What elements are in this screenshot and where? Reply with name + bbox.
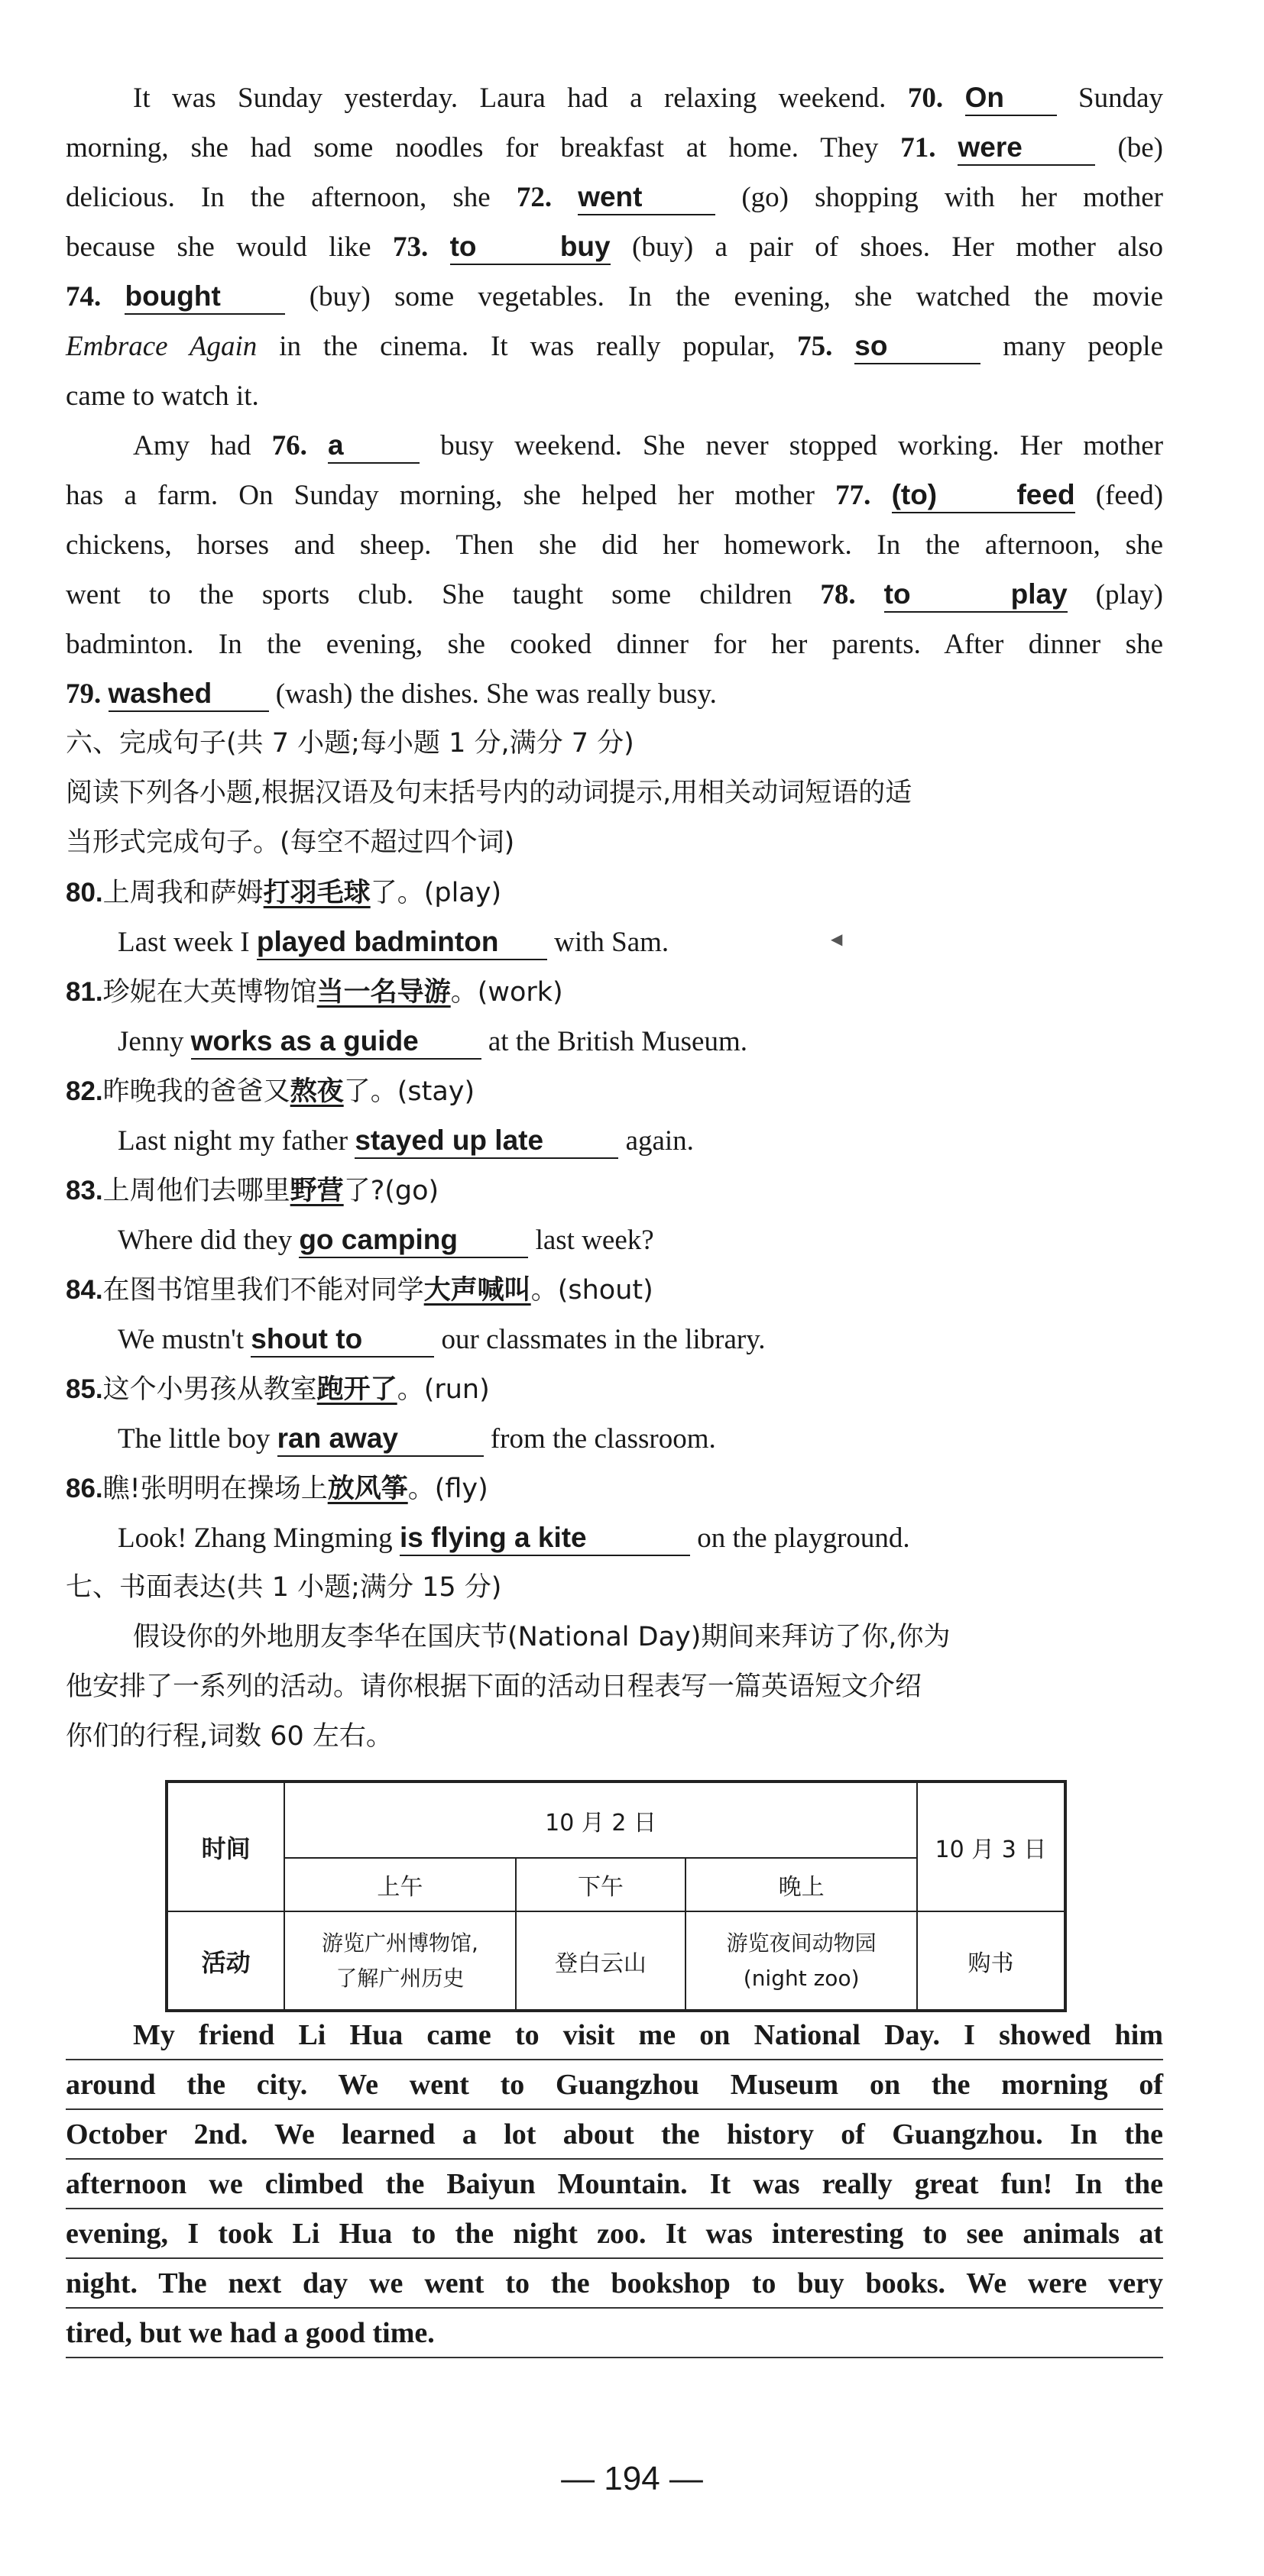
hint-72: (go) xyxy=(741,182,789,213)
cell-oct2: 10 月 2 日 xyxy=(284,1782,917,1858)
hint-73: (buy) xyxy=(632,231,694,263)
text: because she would like xyxy=(66,231,371,263)
text: the dishes. She was really busy. xyxy=(359,678,717,710)
sentence-items xyxy=(66,868,1163,1563)
question-number-83: 83. xyxy=(66,1176,103,1205)
text: 游览广州博物馆, xyxy=(321,1930,478,1956)
answer-75: so xyxy=(854,329,980,364)
text: many people xyxy=(1003,331,1164,362)
text: badminton. In the evening, she cooked dinner for her parents. After dinner she xyxy=(66,629,1163,660)
underlined-text: 熬夜 xyxy=(290,1076,344,1107)
stray-mark: ◀ xyxy=(831,931,843,948)
item-84-chinese xyxy=(66,1265,1163,1315)
underlined-text: 跑开了 xyxy=(316,1374,397,1405)
answer-70: On xyxy=(965,81,1057,116)
section-7-prompt-2: 他安排了一系列的活动。请你根据下面的活动日程表写一篇英语短文介绍 xyxy=(66,1671,922,1702)
text: 了? xyxy=(343,1176,385,1206)
passage-1 xyxy=(66,73,1163,421)
text: Last night my father xyxy=(118,1125,348,1157)
section-6-title: 六、完成句子(共 7 小题;每小题 1 分,满分 7 分) xyxy=(66,728,634,759)
text: a pair of shoes. Her mother also xyxy=(715,231,1163,263)
cell-activity-afternoon: 登白云山 xyxy=(516,1911,686,2011)
cell-activity-label: 活动 xyxy=(167,1911,284,2011)
hint-79: (wash) xyxy=(275,678,353,710)
item-85-chinese xyxy=(66,1364,1163,1414)
hint-77: (feed) xyxy=(1095,480,1164,511)
text: (night zoo) xyxy=(743,1965,860,1991)
item-83-chinese xyxy=(66,1166,1163,1215)
hint-82: (stay) xyxy=(397,1076,475,1107)
passage-1-line-1 xyxy=(66,73,1163,123)
item-80-english xyxy=(66,917,1163,967)
hint-71: (be) xyxy=(1117,132,1164,163)
text: busy weekend. She never stopped working. Her mother xyxy=(440,430,1164,461)
text: morning, she had some noodles for breakfast at home. They xyxy=(66,132,879,163)
question-number-71: 71. xyxy=(900,132,936,163)
passage-1-line-7 xyxy=(66,371,1163,421)
answer-72: went xyxy=(578,180,715,215)
hint-80: (play) xyxy=(423,878,502,908)
hint-86: (fly) xyxy=(434,1474,488,1504)
text: 。 xyxy=(397,1374,424,1405)
text: Amy had xyxy=(133,430,251,461)
item-81-english xyxy=(66,1017,1163,1066)
essay-line: tired, but we had a good time. xyxy=(66,2309,1163,2358)
answer-86: is flying a kite xyxy=(400,1521,690,1556)
passage-2-line-1 xyxy=(66,421,1163,471)
passage-2-line-2 xyxy=(66,471,1163,520)
section-7 xyxy=(66,1563,1163,1762)
text: 。 xyxy=(530,1275,558,1306)
answer-81: works as a guide xyxy=(191,1024,481,1060)
section-7-prompt-3: 你们的行程,词数 60 左右。 xyxy=(66,1721,393,1752)
answer-73: to buy xyxy=(450,230,611,265)
cell-activity-evening xyxy=(685,1911,917,2011)
passage-2-line-6 xyxy=(66,669,1163,719)
answer-78: to play xyxy=(884,578,1068,613)
section-6-instructions-2: 当形式完成句子。(每空不超过四个词) xyxy=(66,827,515,858)
text: 瞧!张明明在操场上 xyxy=(102,1474,328,1504)
hint-85: (run) xyxy=(423,1374,490,1405)
question-number-76: 76. xyxy=(271,430,307,461)
worksheet-page xyxy=(66,73,1163,1762)
hint-78: (play) xyxy=(1095,579,1163,610)
question-number-70: 70. xyxy=(907,83,944,114)
question-number-86: 86. xyxy=(66,1474,103,1503)
question-number-80: 80. xyxy=(66,878,103,908)
text: went to the sports club. She taught some children xyxy=(66,579,792,610)
text: Look! Zhang Mingming xyxy=(118,1523,393,1554)
text: shopping with her mother xyxy=(815,182,1163,213)
answer-84: shout to xyxy=(251,1322,434,1358)
text: in the cinema. It was really popular, xyxy=(279,331,776,362)
item-82-english xyxy=(66,1116,1163,1166)
text: 游览夜间动物园 xyxy=(726,1930,877,1956)
text: has a farm. On Sunday morning, she helped her mother xyxy=(66,480,815,511)
underlined-text: 当一名导游 xyxy=(316,977,451,1008)
text: some vegetables. In the evening, she watched the movie xyxy=(394,281,1164,312)
text: 。 xyxy=(407,1474,435,1504)
text: 这个小男孩从教室 xyxy=(102,1374,317,1405)
passage-1-line-5 xyxy=(66,272,1163,322)
essay-line: October 2nd. We learned a lot about the history of Guangzhou. In the xyxy=(66,2110,1163,2160)
text: 了。 xyxy=(370,878,424,908)
passage-2-line-4 xyxy=(66,570,1163,620)
text: came to watch it. xyxy=(66,380,259,412)
item-86-english xyxy=(66,1513,1163,1563)
text: Last week I xyxy=(118,927,250,958)
cell-time-label: 时间 xyxy=(167,1782,284,1911)
item-83-english xyxy=(66,1215,1163,1265)
passage-2 xyxy=(66,421,1163,719)
text: last week? xyxy=(535,1225,654,1256)
question-number-72: 72. xyxy=(516,182,553,213)
question-number-78: 78. xyxy=(820,579,856,610)
item-82-chinese xyxy=(66,1066,1163,1116)
cell-oct3: 10 月 3 日 xyxy=(917,1782,1065,1911)
answer-79: washed xyxy=(109,677,269,712)
item-80-chinese xyxy=(66,868,1163,917)
text: 上周他们去哪里 xyxy=(102,1176,290,1206)
passage-1-line-4 xyxy=(66,222,1163,272)
answer-77: (to) feed xyxy=(892,478,1075,513)
item-85-english xyxy=(66,1414,1163,1464)
text: The little boy xyxy=(118,1423,271,1455)
section-7-prompt-1: 假设你的外地朋友李华在国庆节(National Day)期间来拜访了你,你为 xyxy=(133,1622,951,1652)
cell-activity-morning xyxy=(284,1911,515,2011)
passage-1-line-2 xyxy=(66,123,1163,173)
question-number-73: 73. xyxy=(392,231,429,263)
underlined-text: 大声喊叫 xyxy=(423,1275,531,1306)
section-6-instructions-1: 阅读下列各小题,根据汉语及句末括号内的动词提示,用相关动词短语的适 xyxy=(66,778,912,808)
text: 在图书馆里我们不能对同学 xyxy=(102,1275,424,1306)
hint-84: (shout) xyxy=(557,1275,653,1306)
text: We mustn't xyxy=(118,1324,245,1355)
text: 珍妮在大英博物馆 xyxy=(102,977,317,1008)
text: 了解广州历史 xyxy=(335,1965,465,1991)
essay-line: night. The next day we went to the bookshop to buy books. We were very xyxy=(66,2259,1163,2309)
text: It was Sunday yesterday. Laura had a relaxing weekend. xyxy=(133,83,886,114)
answer-80: played badminton xyxy=(257,925,547,960)
essay-line: around the city. We went to Guangzhou Museum on the morning of xyxy=(66,2060,1163,2110)
answer-82: stayed up late xyxy=(355,1124,618,1159)
item-81-chinese xyxy=(66,967,1163,1017)
essay-answer xyxy=(66,2011,1163,2358)
text: again. xyxy=(625,1125,694,1157)
text: our classmates in the library. xyxy=(441,1324,766,1355)
answer-83: go camping xyxy=(299,1223,528,1258)
cell-morning: 上午 xyxy=(284,1858,515,1911)
cell-afternoon: 下午 xyxy=(516,1858,686,1911)
item-84-english xyxy=(66,1315,1163,1364)
text: from the classroom. xyxy=(490,1423,716,1455)
text: Jenny xyxy=(118,1026,184,1057)
question-number-75: 75. xyxy=(797,331,833,362)
page-number: — 194 — xyxy=(561,2460,703,2497)
hint-81: (work) xyxy=(477,977,563,1008)
item-86-chinese xyxy=(66,1464,1163,1513)
answer-74: bought xyxy=(125,280,285,315)
answer-85: ran away xyxy=(277,1422,484,1457)
text: on the playground. xyxy=(697,1523,910,1554)
underlined-text: 放风筝 xyxy=(327,1474,408,1504)
question-number-85: 85. xyxy=(66,1374,103,1404)
text: 了。 xyxy=(343,1076,397,1107)
passage-1-line-6 xyxy=(66,322,1163,371)
question-number-79: 79. xyxy=(66,678,102,710)
answer-71: were xyxy=(958,131,1095,166)
movie-title: Embrace Again xyxy=(66,331,258,362)
passage-1-line-3 xyxy=(66,173,1163,222)
underlined-text: 打羽毛球 xyxy=(263,878,371,908)
schedule-table xyxy=(165,1780,1067,2012)
passage-2-line-5 xyxy=(66,620,1163,669)
text: chickens, horses and sheep. Then she did her homework. In the afternoon, she xyxy=(66,529,1163,561)
section-7-title: 七、书面表达(共 1 小题;满分 15 分) xyxy=(66,1572,502,1603)
essay-line: My friend Li Hua came to visit me on National Day. I showed him xyxy=(66,2011,1163,2060)
essay-line: afternoon we climbed the Baiyun Mountain. It was really great fun! In the xyxy=(66,2160,1163,2209)
answer-76: a xyxy=(328,429,420,464)
question-number-81: 81. xyxy=(66,977,103,1007)
text: 上周我和萨姆 xyxy=(102,878,264,908)
cell-evening: 晚上 xyxy=(685,1858,917,1911)
question-number-74: 74. xyxy=(66,281,102,312)
essay-line: evening, I took Li Hua to the night zoo. It was interesting to see animals at xyxy=(66,2209,1163,2259)
hint-74: (buy) xyxy=(309,281,371,312)
question-number-77: 77. xyxy=(835,480,871,511)
underlined-text: 野营 xyxy=(290,1176,344,1206)
hint-83: (go) xyxy=(384,1176,439,1206)
passage-2-line-3 xyxy=(66,520,1163,570)
text: at the British Museum. xyxy=(488,1026,747,1057)
text: 昨晚我的爸爸又 xyxy=(102,1076,290,1107)
text: delicious. In the afternoon, she xyxy=(66,182,491,213)
question-number-84: 84. xyxy=(66,1275,103,1305)
question-number-82: 82. xyxy=(66,1076,103,1106)
cell-activity-oct3: 购书 xyxy=(917,1911,1065,2011)
text: 。 xyxy=(450,977,478,1008)
text: Sunday xyxy=(1078,83,1164,114)
section-6 xyxy=(66,719,1163,1563)
text: with Sam. xyxy=(554,927,669,958)
text: Where did they xyxy=(118,1225,293,1256)
